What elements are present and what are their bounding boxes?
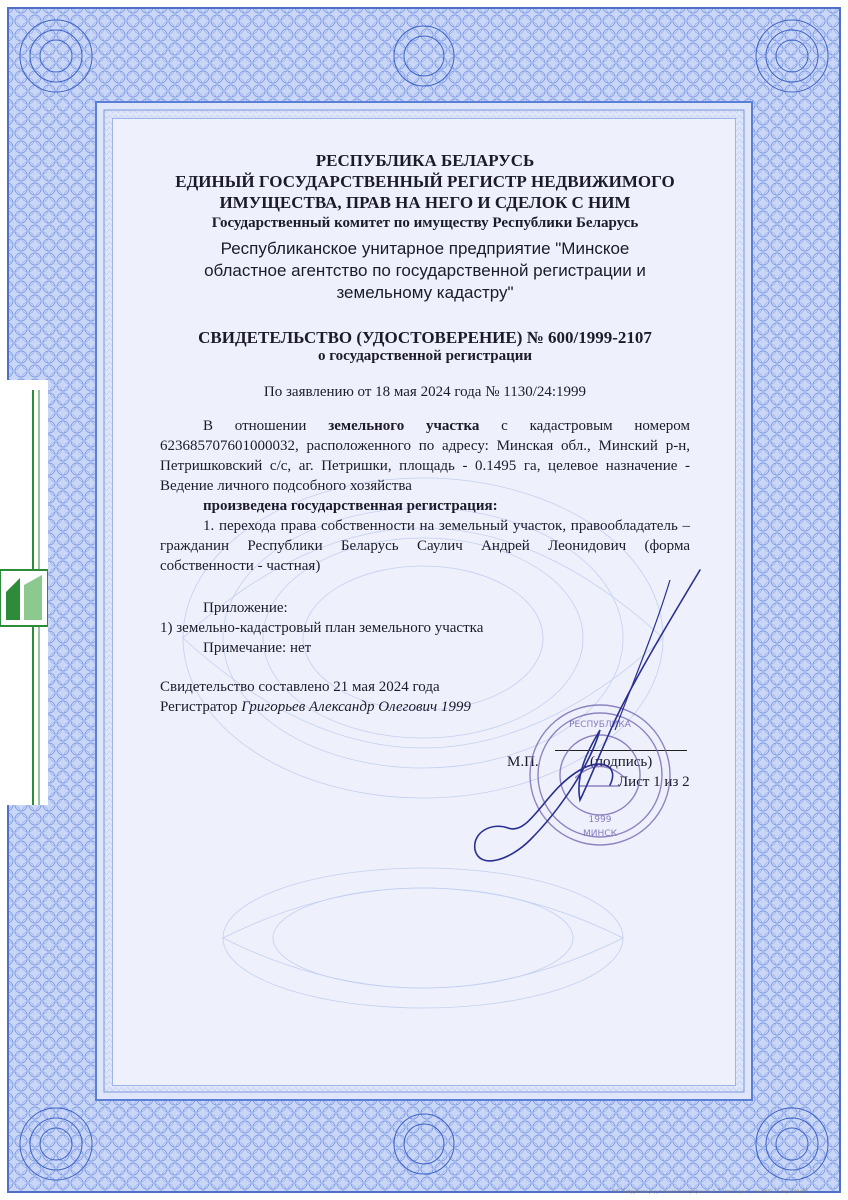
stamp-number: 1999 bbox=[588, 815, 612, 825]
registry-title-line2: ИМУЩЕСТВА, ПРАВ НА НЕГО И СДЕЛОК С НИМ bbox=[219, 193, 631, 212]
agency-line3: земельному кадастру" bbox=[336, 283, 514, 302]
agency-line1: Республиканское унитарное предприятие "Минское bbox=[220, 239, 630, 258]
application-line: По заявлению от 18 мая 2024 года № 1130/24:1999 bbox=[263, 384, 587, 400]
registrar-name: Григорьев Александр Олегович 1999 bbox=[241, 699, 471, 715]
sheet-number: Лист 1 из 2 bbox=[618, 774, 690, 790]
printer-info: РУП "Бобруйская укрупненная типография им. А. Т. Непогодина", зак. 0871-24, тир. 100 000 bbox=[611, 1189, 808, 1194]
committee-name: Государственный комитет по имуществу Республики Беларусь bbox=[211, 215, 639, 231]
issued-date: Свидетельство составлено 21 мая 2024 года bbox=[160, 679, 440, 695]
green-logo-icon bbox=[0, 380, 48, 805]
intro-prefix: В отношении bbox=[203, 418, 329, 434]
registration-item-1: 1. перехода права собственности на земельный участок, правообладатель – гражданин Республики Беларусь Саулич Андрей Леонидович (форма собственности - частная) bbox=[160, 518, 690, 574]
country-name: РЕСПУБЛИКА БЕЛАРУСЬ bbox=[315, 151, 535, 170]
attachment-label: Приложение: bbox=[203, 600, 288, 616]
stamp-place: М.П. bbox=[507, 754, 539, 770]
signature-caption: (подпись) bbox=[590, 754, 653, 770]
certificate-title: СВИДЕТЕЛЬСТВО (УДОСТОВЕРЕНИЕ) № 600/1999-2107 bbox=[198, 328, 652, 347]
certificate-subtitle: о государственной регистрации bbox=[317, 348, 533, 364]
registry-title-line1: ЕДИНЫЙ ГОСУДАРСТВЕННЫЙ РЕГИСТР НЕДВИЖИМОГО bbox=[175, 172, 675, 191]
agency-line2: областное агентство по государственной регистрации и bbox=[204, 261, 646, 280]
left-strip bbox=[0, 380, 48, 805]
stamp-text-top: РЕСПУБЛИКА bbox=[569, 720, 631, 730]
object-description bbox=[160, 416, 690, 496]
agency-name bbox=[150, 238, 700, 304]
registrar-label: Регистратор bbox=[160, 699, 238, 715]
note-line: Примечание: нет bbox=[203, 640, 312, 656]
object-type: земельного участка bbox=[328, 418, 480, 434]
stamp-text-bottom: МИНСК bbox=[583, 829, 617, 839]
object-details: с кадастровым номером 623685707601000032, расположенного по адресу: Минская обл., Минский р-н, Петришковский с/с, аг. Петришки, площадь - 0.1495 га, целевое назначение - Ведение личного подсобного хозяйства bbox=[160, 418, 691, 494]
registration-done: произведена государственная регистрация: bbox=[203, 498, 498, 514]
country-heading bbox=[160, 150, 690, 213]
handwritten-signature bbox=[440, 560, 730, 890]
attachment-item: 1) земельно-кадастровый план земельного участка bbox=[160, 620, 484, 636]
